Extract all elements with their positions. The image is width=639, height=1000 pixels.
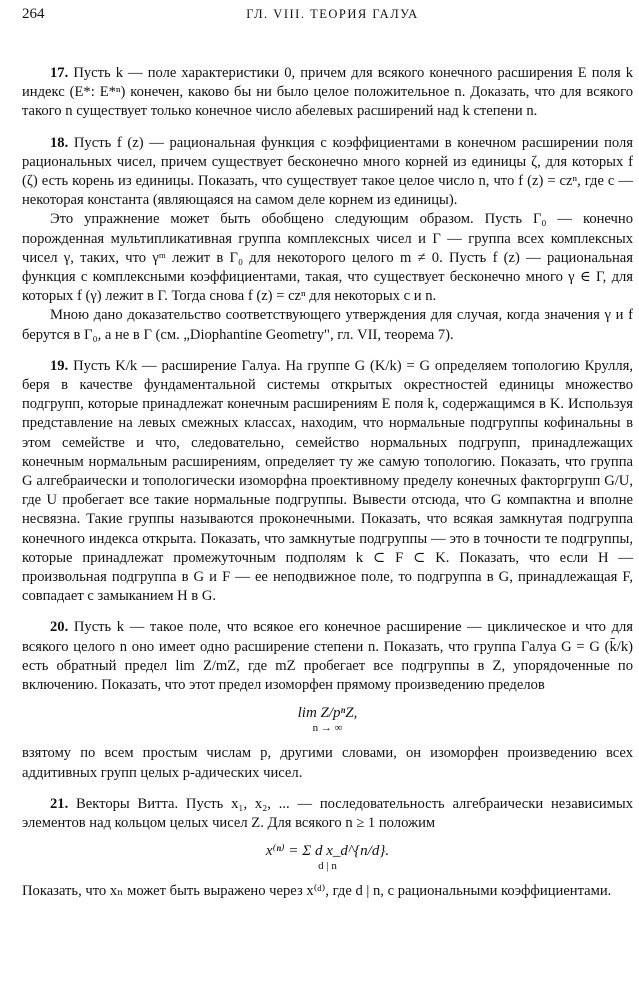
problem-number: 17.: [50, 65, 69, 81]
problem-text: Пусть k — поле характеристики 0, причем для всякого конечного расширения E поля k индекс (E*: E*ⁿ) конечен, каково бы ни было целое положительное n. Доказать, что для всякого такого n существует только конечное число абелевых расширений над k степени n.: [22, 65, 633, 120]
formula-main: x⁽ⁿ⁾ = Σ d x_d^{n/d}.: [265, 843, 390, 860]
problem-text: Пусть k — такое поле, что всякое его конечное расширение — циклическое и что для всякого целого n оно имеет одно расширение степени n. Показать, что группа Галуа G = G (k̄/k) есть обратный предел lim Z/mZ, где mZ пробегает все подгруппы в Z, упорядоченные по включению. Показать, что этот предел изоморфен прямому произведению пределов: [22, 619, 633, 694]
problem-20: [22, 618, 633, 695]
running-title: ГЛ. VIII. ТЕОРИЯ ГАЛУА: [246, 7, 419, 21]
problem-text: Пусть K/k — расширение Галуа. На группе G (K/k) = G определяем топологию Крулля, беря в качестве фундаментальной системы открытых окрестностей единицы множество подгрупп, которые принадлежат конечным расширениям E поля k, содержащимся в K. Используя представление на левых смежных классах, находим, что нормальные подгруппы кофинальны в этом семействе и что, следовательно, семейство нормальных подгрупп, принадлежащих конечным нормальным расширениям, определяет ту же самую топологию. Показать, что группа G алгебраически и топологически изоморфна проективному пределу конечных факторгрупп G/U, где U пробегает все такие нормальные подгруппы. Вывести отсюда, что G компактна и вполне несвязна. Такие группы называются проконечными. Показать, что всякая замкнутая подгруппа конечного индекса открыта. Показать, что замкнутые подгруппы — это в точности те подгруппы, которые принадлежат промежуточным подполям k ⊂ F ⊂ K. Показать, что если H — произвольная подгруппа в G и F — ее неподвижное поле, то подгруппа в G, принадлежащая F, совпадает с замыканием H в G.: [22, 357, 633, 605]
problem-17: [22, 64, 633, 122]
paragraph: Это упражнение может быть обобщено следующим образом. Пусть Γ₀ — конечно порожденная мультипликативная группа комплексных чисел и Γ — группа всех комплексных чисел γ, таких, что γᵐ лежит в Γ₀ для некоторого целого m ≠ 0. Пусть f (z) — рациональная функция с комплексными коэффициентами, такая, что существует бесконечно много γ ∈ Γ, для которых f (γ) лежит в Γ. Тогда снова f (z) = czⁿ для некоторых c и n.: [22, 211, 633, 305]
paragraph: Мною дано доказательство соответствующего утверждения для случая, когда значения γ и f берутся в Γ₀, а не в Γ (см. „Diophantine Geometry", гл. VII, теорема 7).: [22, 307, 633, 343]
problem-text: Пусть f (z) — рациональная функция с коэффициентами в конечном расширении поля рациональных чисел, причем существует бесконечно много корней из единицы ζ, для которых f (ζ) есть корень из единицы. Показать, что существует такое целое число n, что f (z) = czⁿ, где c — некоторая константа (являющаяся на самом деле корнем из единицы).: [22, 134, 633, 209]
page-body: [22, 64, 633, 901]
paragraph: взятому по всем простым числам p, другими словами, он изоморфен произведению всех аддитивных групп целых p-адических чисел.: [22, 745, 633, 781]
problem-number: 19.: [50, 357, 69, 374]
page-header: [22, 6, 633, 36]
paragraph: Показать, что xₙ может быть выражено через x⁽ᵈ⁾, где d | n, с рациональными коэффициентами.: [22, 883, 612, 900]
problem-number: 18.: [50, 134, 69, 151]
problem-18: [22, 134, 633, 211]
problem-text: Векторы Витта. Пусть x₁, x₂, ... — последовательность алгебраически независимых элементов над кольцом целых чисел Z. Для всякого n ≥ 1 положим: [22, 795, 633, 831]
problem-21: [22, 795, 633, 833]
formula-witt: [22, 841, 633, 872]
problem-number: 20.: [50, 619, 69, 636]
page-number: 264: [22, 6, 45, 22]
formula-main: lim Z/pⁿZ,: [297, 705, 358, 722]
problem-19: [22, 357, 633, 607]
formula-subscript: d | n: [318, 860, 337, 873]
formula-limit: [22, 703, 633, 734]
problem-number: 21.: [50, 795, 69, 812]
formula-subscript: n → ∞: [312, 722, 343, 735]
